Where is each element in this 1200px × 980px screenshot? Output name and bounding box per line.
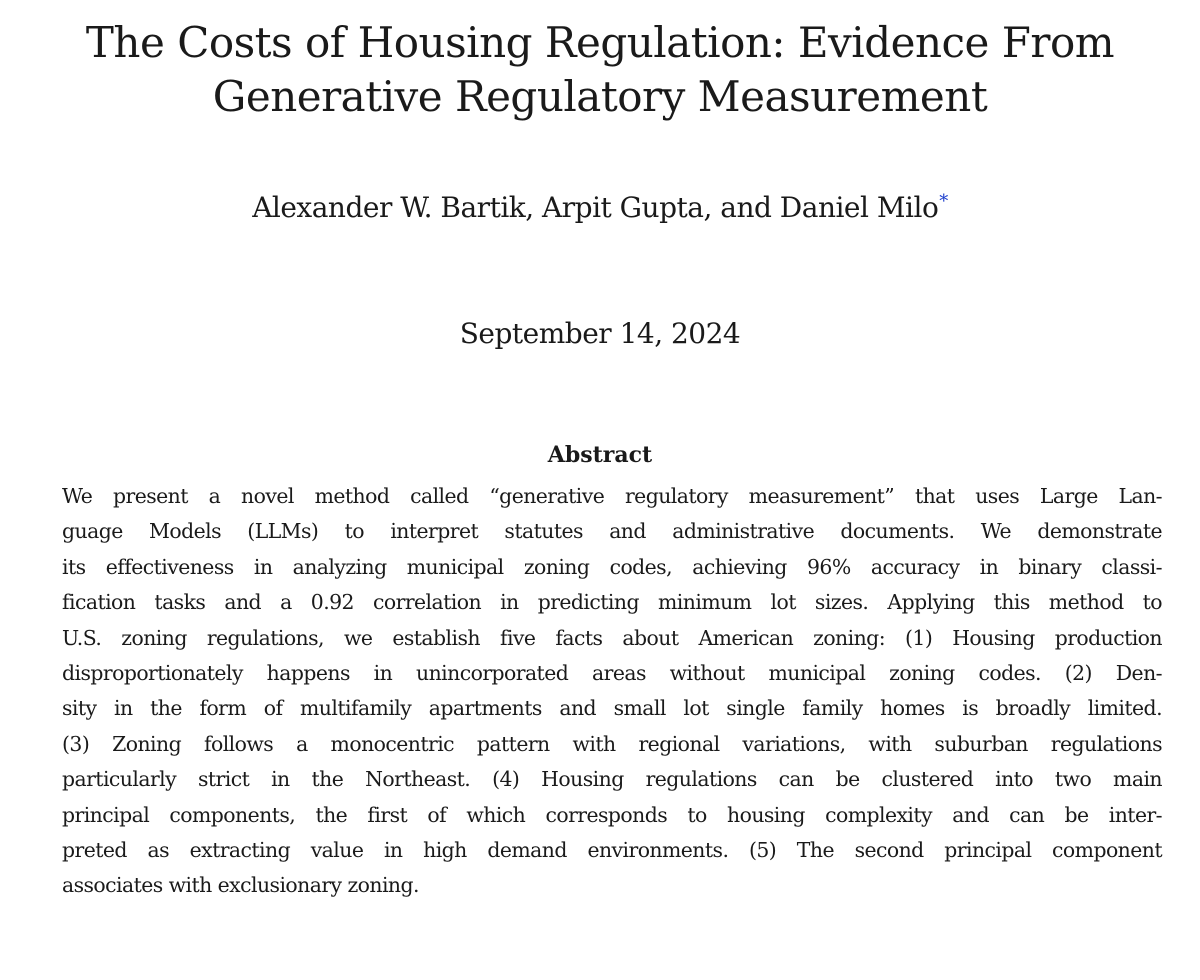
abstract-body [62, 479, 1162, 904]
author-list [40, 190, 1160, 226]
abstract-line: U.S. zoning regulations, we establish five facts about American zoning: (1) Housing production [62, 625, 1162, 650]
publication-date: September 14, 2024 [459, 317, 741, 350]
abstract-line: preted as extracting value in high demand environments. (5) The second principal component [62, 838, 1162, 863]
abstract-line: guage Models (LLMs) to interpret statutes and administrative documents. We demonstrate [62, 519, 1162, 544]
title-line-2: Generative Regulatory Measurement [212, 72, 988, 121]
title-line-1: The Costs of Housing Regulation: Evidence From [85, 18, 1115, 67]
abstract-line: particularly strict in the Northeast. (4) Housing regulations can be clustered into two main [62, 767, 1162, 792]
abstract-line: its effectiveness in analyzing municipal zoning codes, achieving 96% accuracy in binary classi- [62, 554, 1162, 579]
abstract-line: principal components, the first of which corresponds to housing complexity and can be inter- [62, 802, 1162, 827]
abstract-line: fication tasks and a 0.92 correlation in predicting minimum lot sizes. Applying this method to [62, 590, 1162, 615]
abstract-line: sity in the form of multifamily apartments and small lot single family homes is broadly limited. [62, 696, 1162, 721]
abstract-heading: Abstract [547, 442, 653, 468]
author-footnote-link[interactable]: * [939, 191, 948, 212]
abstract-line: We present a novel method called “generative regulatory measurement” that uses Large Lan- [62, 484, 1162, 508]
abstract-line: disproportionately happens in unincorporated areas without municipal zoning codes. (2) Den- [62, 661, 1162, 686]
author-names: Alexander W. Bartik, Arpit Gupta, and Daniel Milo [252, 191, 939, 224]
abstract-line: (3) Zoning follows a monocentric pattern with regional variations, with suburban regulations [62, 731, 1162, 756]
paper-title [40, 16, 1160, 124]
abstract-line: associates with exclusionary zoning. [62, 873, 419, 898]
